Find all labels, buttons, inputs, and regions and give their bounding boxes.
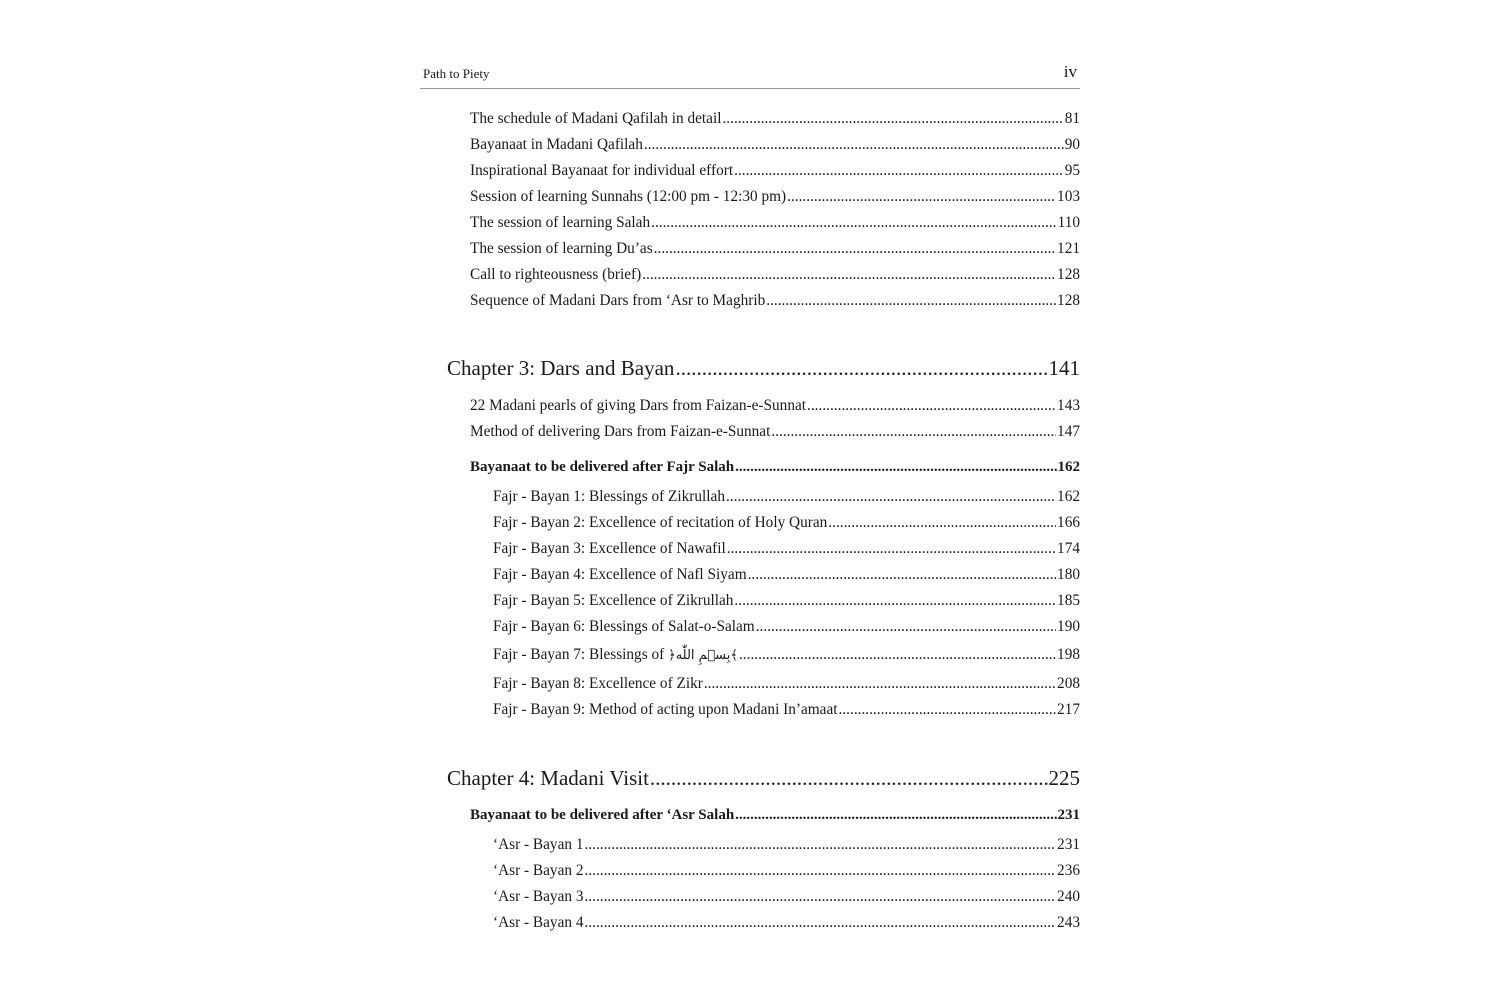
toc-subentry-page: 236 — [1057, 862, 1080, 879]
toc-subentry-title: Fajr - Bayan 5: Excellence of Zikrullah — [493, 592, 734, 609]
toc-entry-page: 143 — [1057, 397, 1080, 414]
toc-subentry-title: Fajr - Bayan 8: Excellence of Zikr — [493, 675, 703, 692]
toc-subentry-page: 185 — [1057, 592, 1080, 609]
section-title: Bayanaat to be delivered after ‘Asr Salah — [470, 807, 735, 823]
toc-entry-title: The session of learning Du’as — [470, 240, 653, 257]
toc-subentry-page: 174 — [1057, 540, 1080, 557]
toc-subentry[interactable] — [493, 914, 1080, 932]
dot-leader — [766, 292, 1056, 310]
toc-entry-page: 95 — [1064, 162, 1080, 179]
running-head — [420, 60, 1080, 89]
toc-subentry[interactable] — [493, 701, 1080, 719]
toc-subentry[interactable] — [493, 566, 1080, 584]
section-title: Bayanaat to be delivered after Fajr Salah — [470, 459, 735, 475]
toc-subentry-title: Fajr - Bayan 6: Blessings of Salat-o-Salam — [493, 618, 755, 635]
toc-entry-title: The session of learning Salah — [470, 214, 651, 231]
toc-entry[interactable] — [470, 214, 1080, 232]
dot-leader — [734, 592, 1056, 610]
toc-subentry-page: 190 — [1057, 618, 1080, 635]
toc-subentry[interactable] — [493, 675, 1080, 693]
toc-entry-page: 121 — [1057, 240, 1080, 257]
dot-leader — [839, 701, 1057, 719]
dot-leader — [735, 807, 1056, 824]
toc-subentry-page: 240 — [1057, 888, 1080, 905]
toc-subentry[interactable] — [493, 514, 1080, 532]
toc-subentry-title: ‘Asr - Bayan 3 — [493, 888, 584, 905]
toc-subentry[interactable] — [493, 488, 1080, 506]
toc-entry[interactable] — [470, 162, 1080, 180]
dot-leader — [650, 766, 1048, 791]
dot-leader — [651, 214, 1056, 232]
toc-subentry-title: ‘Asr - Bayan 4 — [493, 914, 584, 931]
toc-subentry-page: 166 — [1057, 514, 1080, 531]
chapter-heading[interactable] — [447, 766, 1080, 791]
toc-entry[interactable] — [470, 292, 1080, 310]
toc-entry[interactable] — [470, 423, 1080, 441]
toc-subentry-title: Fajr - Bayan 4: Excellence of Nafl Siyam — [493, 566, 747, 583]
toc-subentry[interactable] — [493, 592, 1080, 610]
toc-subentry-page: 217 — [1057, 701, 1080, 718]
dot-leader — [735, 459, 1056, 476]
toc-entry-page: 128 — [1057, 292, 1080, 309]
toc-entry-page: 147 — [1057, 423, 1080, 440]
toc-entry-title: 22 Madani pearls of giving Dars from Faizan-e-Sunnat — [470, 397, 807, 414]
page-number: iv — [1063, 62, 1077, 81]
dot-leader — [756, 618, 1056, 636]
toc-entry-page: 110 — [1057, 214, 1080, 231]
toc-subentry[interactable] — [493, 618, 1080, 636]
dot-leader — [807, 397, 1056, 415]
chapter-title: Chapter 3: Dars and Bayan — [447, 356, 675, 380]
toc-subentry-title: Fajr - Bayan 3: Excellence of Nawafil — [493, 540, 726, 557]
toc-subentry-page: 231 — [1057, 836, 1080, 853]
dot-leader — [644, 136, 1064, 154]
dot-leader — [584, 888, 1056, 906]
toc-entry-title: Session of learning Sunnahs (12:00 pm - 12:30 pm) — [470, 188, 787, 205]
toc-subentry-title: Fajr - Bayan 2: Excellence of recitation of Holy Quran — [493, 514, 828, 531]
toc-subentry-page: 208 — [1057, 675, 1080, 692]
dot-leader — [584, 836, 1056, 854]
toc-subentry-title-text: Fajr - Bayan 7: Blessings of — [493, 646, 669, 663]
dot-leader — [771, 423, 1056, 441]
section-page: 162 — [1057, 459, 1080, 475]
toc-entry[interactable] — [470, 188, 1080, 206]
toc-subentry[interactable] — [493, 888, 1080, 906]
toc-entry-page: 103 — [1057, 188, 1080, 205]
dot-leader — [722, 110, 1063, 128]
toc-entry-title: The schedule of Madani Qafilah in detail — [470, 110, 722, 127]
dot-leader — [642, 266, 1056, 284]
dot-leader — [748, 566, 1056, 584]
toc-subentry-title: ‘Asr - Bayan 1 — [493, 836, 584, 853]
book-page — [420, 0, 1080, 1000]
dot-leader — [727, 540, 1056, 558]
toc-subentry-title: Fajr - Bayan 9: Method of acting upon Madani In’amaat — [493, 701, 838, 718]
dot-leader — [828, 514, 1056, 532]
toc-entry[interactable] — [470, 110, 1080, 128]
toc-subentry[interactable] — [493, 646, 1080, 664]
toc-entry-page: 128 — [1057, 266, 1080, 283]
toc-entry-page: 81 — [1064, 110, 1080, 127]
dot-leader — [787, 188, 1056, 206]
chapter-title: Chapter 4: Madani Visit — [447, 766, 649, 790]
toc-entry-title: Call to righteousness (brief) — [470, 266, 642, 283]
toc-subentry-title: Fajr - Bayan 1: Blessings of Zikrullah — [493, 488, 725, 505]
toc-subentry-title: ‘Asr - Bayan 2 — [493, 862, 584, 879]
toc-subentry[interactable] — [493, 862, 1080, 880]
toc-section-heading[interactable] — [470, 459, 1080, 476]
dot-leader — [726, 488, 1056, 506]
dot-leader — [734, 162, 1064, 180]
running-title: Path to Piety — [423, 66, 490, 81]
toc-entry-page: 90 — [1064, 136, 1080, 153]
toc-entry-title: Method of delivering Dars from Faizan-e-Sunnat — [470, 423, 771, 440]
toc-subentry[interactable] — [493, 540, 1080, 558]
toc-entry[interactable] — [470, 240, 1080, 258]
toc-subentry-page: 243 — [1057, 914, 1080, 931]
toc-entry[interactable] — [470, 136, 1080, 154]
dot-leader — [704, 675, 1056, 693]
toc-subentry[interactable] — [493, 836, 1080, 854]
chapter-page: 225 — [1048, 766, 1080, 790]
dot-leader — [584, 914, 1056, 932]
dot-leader — [584, 862, 1056, 880]
toc-entry[interactable] — [470, 397, 1080, 415]
chapter-heading[interactable] — [447, 356, 1080, 381]
toc-subentry-page: 162 — [1057, 488, 1080, 505]
dot-leader — [739, 646, 1056, 664]
toc-subentry-page: 180 — [1057, 566, 1080, 583]
toc-entry-title: Bayanaat in Madani Qafilah — [470, 136, 643, 153]
dot-leader — [654, 240, 1056, 258]
toc-section-heading[interactable] — [470, 807, 1080, 824]
toc-subentry-title — [493, 646, 738, 664]
section-page: 231 — [1057, 807, 1080, 823]
bismillah-glyph: ﴿بِسۡمِ اللّٰه﴾ — [668, 648, 738, 663]
chapter-page: 141 — [1048, 356, 1080, 380]
toc-entry[interactable] — [470, 266, 1080, 284]
toc-subentry-page: 198 — [1057, 646, 1080, 663]
toc-entry-title: Sequence of Madani Dars from ‘Asr to Maghrib — [470, 292, 766, 309]
dot-leader — [675, 356, 1047, 381]
toc-entry-title: Inspirational Bayanaat for individual effort — [470, 162, 734, 179]
